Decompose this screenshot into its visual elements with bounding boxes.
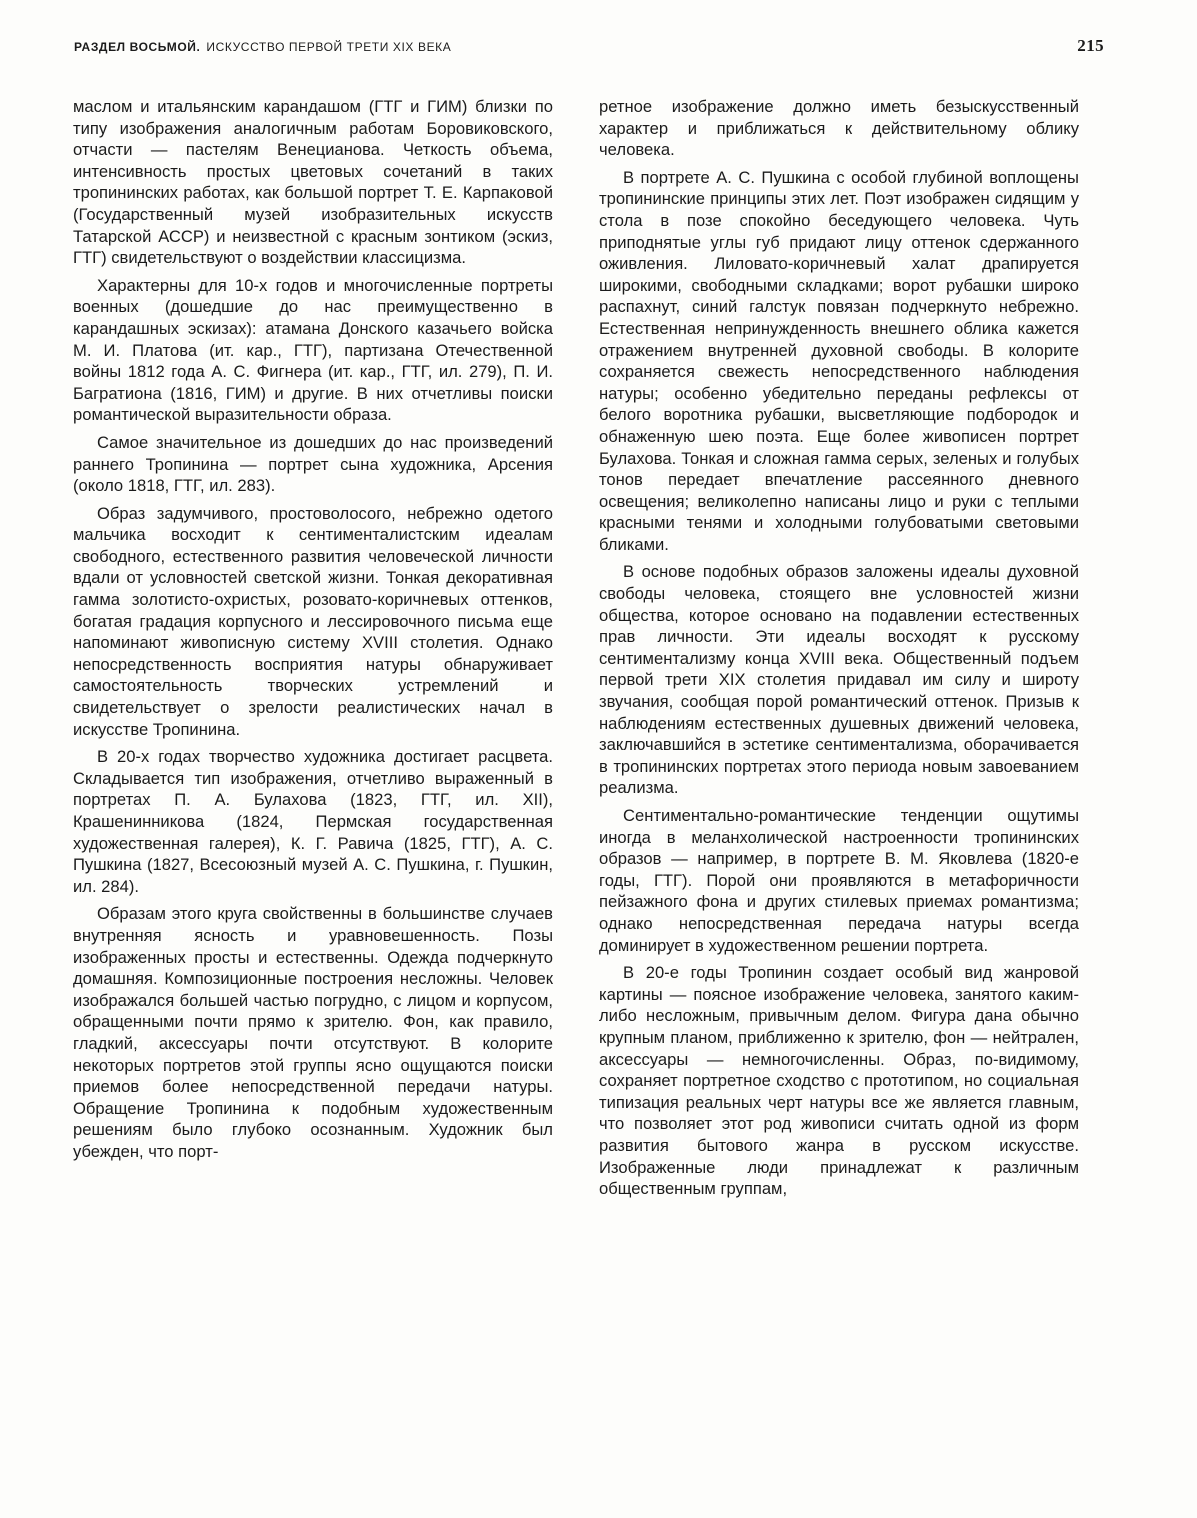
paragraph: Образам этого круга свойственны в большинстве случаев внутренняя ясность и уравновешенность. Позы изображенных просты и естественны. Одежда подчеркнуто домашняя. Композиционные построения несложны. Человек изображался большей частью погрудно, с лицом и корпусом, обращенными почти прямо к зрителю. Фон, как правило, гладкий, аксессуары почти отсутствуют. В колорите некоторых портретов этой группы ясно ощущаются поиски приемов более непосредственной передачи натуры. Обращение Тропинина к подобным художественным решениям было глубоко осознанным. Художник был убежден, что порт- bbox=[73, 904, 553, 1161]
paragraph: В портрете А. С. Пушкина с особой глубиной воплощены тропининские принципы этих лет. Поэт изображен сидящим у стола в позе спокойно беседующего человека. Чуть приподнятые углы губ придают лицу оттенок сдержанного оживления. Лиловато-коричневый халат драпируется широкими, свободными складками; ворот рубашки широко распахнут, синий галстук повязан подчеркнуто небрежно. Естественная непринужденность внешнего облика кажется отражением внутренней духовной свободы. В колорите сохраняется свежесть непосредственного наблюдения натуры; особенно убедительно переданы рефлексы от белого воротника рубашки, высветляющие подбородок и обнаженную шею поэта. Еще более живописен портрет Булахова. Тонкая и сложная гамма серых, зеленых и голубых тонов передает впечатление рассеянного дневного освещения; великолепно написаны лицо и руки с теплыми красными тенями и холодными голубоватыми световыми бликами. bbox=[599, 167, 1079, 554]
running-header bbox=[74, 36, 1104, 68]
paragraph: В основе подобных образов заложены идеалы духовной свободы человека, стоящего вне условностей жизни общества, которое основано на подавлении естественных прав личности. Эти идеалы восходят к русскому сентиментализму конца XVIII века. Общественный подъем первой трети XIX столетия придавал им силу и широту звучания, сообщая порой романтический оттенок. Призыв к наблюдениям естественных душевных движений человека, заключавшийся в эстетике сентиментализма, оборачивается в тропининских портретах этого периода новым завоеванием реализма. bbox=[599, 562, 1079, 798]
paragraph: Образ задумчивого, простоволосого, небрежно одетого мальчика восходит к сентименталистским идеалам свободного, естественного развития человеческой личности вдали от условностей светской жизни. Тонкая декоративная гамма золотисто-охристых, розовато-коричневых оттенков, богатая градация корпусного и лессировочного письма еще напоминают живописную систему XVIII столетия. Однако непосредственность восприятия натуры обнаруживает самостоятельность творческих устремлений и свидетельствует о зрелости реалистических начал в искусстве Тропинина. bbox=[73, 503, 553, 739]
right-column bbox=[599, 96, 1079, 1206]
paragraph: Самое значительное из дошедших до нас произведений раннего Тропинина — портрет сына художника, Арсения (около 1818, ГТГ, ил. 283). bbox=[73, 432, 553, 496]
section-label: РАЗДЕЛ ВОСЬМОЙ. bbox=[74, 40, 201, 54]
paragraph: Характерны для 10-х годов и многочисленные портреты военных (дошедшие до нас преимущественно в карандашных эскизах): атамана Донского казачьего войска М. И. Платова (ит. кар., ГТГ), партизана Отечественной войны 1812 года А. С. Фигнера (ит. кар., ГТГ, ил. 279), П. И. Багратиона (1816, ГИМ) и другие. В них отчетливы поиски романтической выразительности образа. bbox=[73, 275, 553, 425]
paragraph: В 20-х годах творчество художника достигает расцвета. Складывается тип изображения, отчетливо выраженный в портретах П. А. Булахова (1823, ГТГ, ил. XII), Крашенинникова (1824, Пермская государственная художественная галерея), К. Г. Равича (1825, ГТГ), А. С. Пушкина (1827, Всесоюзный музей А. С. Пушкина, г. Пушкин, ил. 284). bbox=[73, 747, 553, 896]
paragraph: В 20-е годы Тропинин создает особый вид жанровой картины — поясное изображение человека, занятого каким-либо несложным, привычным делом. Фигура дана обычно крупным планом, приближенно к зрителю, фон — нейтрален, аксессуары — немногочисленны. Образ, по-видимому, сохраняет портретное сходство с прототипом, но социальная типизация реальных черт натуры все же является главным, что позволяет этот род живописи считать одной из форм развития бытового жанра в русском искусстве. Изображенные люди принадлежат к различным общественным группам, bbox=[599, 963, 1079, 1199]
page-number: 215 bbox=[1077, 36, 1104, 55]
paragraph: Сентиментально-романтические тенденции ощутимы иногда в меланхолической настроенности тропининских образов — например, в портрете В. М. Яковлева (1820-е годы, ГТГ). Порой они проявляются в метафоричности пейзажного фона и других стилевых приемах романтизма; однако непосредственная передача натуры всегда доминирует в художественном решении портрета. bbox=[599, 806, 1079, 955]
left-column bbox=[73, 96, 553, 1169]
paragraph: маслом и итальянским карандашом (ГТГ и ГИМ) близки по типу изображения аналогичным работам Боровиковского, отчасти — пастелям Венецианова. Четкость объема, интенсивность простых цветовых сочетаний в таких тропининских работах, как большой портрет Т. Е. Карпаковой (Государственный музей изобразительных искусств Татарской АССР) и неизвестной с красным зонтиком (эскиз, ГТГ) свидетельствуют о воздействии классицизма. bbox=[73, 97, 553, 268]
paragraph: ретное изображение должно иметь безыскусственный характер и приближаться к действительному облику человека. bbox=[599, 97, 1079, 160]
section-title: ИСКУССТВО ПЕРВОЙ ТРЕТИ XIX ВЕКА bbox=[206, 40, 452, 54]
